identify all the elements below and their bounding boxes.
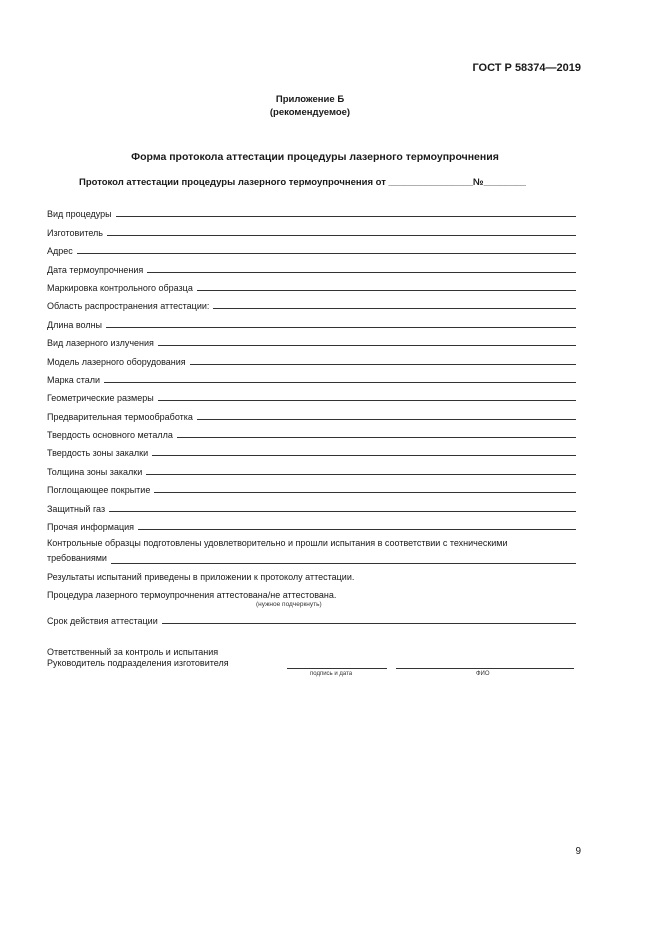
annex-title: Приложение Б xyxy=(275,94,345,105)
results-statement: Результаты испытаний приведены в приложении к протоколу аттестации. xyxy=(47,572,355,582)
form-fields xyxy=(47,201,576,532)
field-row xyxy=(47,367,576,385)
responsible-line: Ответственный за контроль и испытания xyxy=(47,647,219,657)
requirements-blank[interactable] xyxy=(111,562,576,564)
field-row xyxy=(47,275,576,293)
field-label: Маркировка контрольного образца xyxy=(47,282,193,293)
field-blank[interactable] xyxy=(197,289,576,291)
field-blank[interactable] xyxy=(190,363,576,365)
field-label: Твердость зоны закалки xyxy=(47,448,149,459)
field-label: Изготовитель xyxy=(47,227,103,238)
field-label: Длина волны xyxy=(47,319,103,330)
field-row xyxy=(47,330,576,348)
requirements-row xyxy=(47,551,576,566)
field-row xyxy=(47,219,576,237)
field-blank[interactable] xyxy=(109,510,576,512)
field-label: Прочая информация xyxy=(47,522,135,533)
field-blank[interactable] xyxy=(158,399,576,401)
field-row xyxy=(47,385,576,403)
requirements-label: требованиями xyxy=(47,553,107,563)
annex-subtitle: (рекомендуемое) xyxy=(269,107,351,118)
field-row xyxy=(47,238,576,256)
annex-heading xyxy=(0,93,620,119)
standard-number: ГОСТ Р 58374—2019 xyxy=(472,62,581,74)
signature-date-caption: подпись и дата xyxy=(310,671,353,677)
field-row xyxy=(47,422,576,440)
head-line: Руководитель подразделения изготовителя xyxy=(47,658,229,668)
page-number: 9 xyxy=(575,846,581,857)
field-label: Твердость основного металла xyxy=(47,430,173,441)
field-blank[interactable] xyxy=(158,344,576,346)
validity-blank[interactable] xyxy=(162,622,576,624)
field-row xyxy=(47,495,576,513)
validity-row xyxy=(47,616,576,626)
field-row xyxy=(47,477,576,495)
validity-label: Срок действия аттестации xyxy=(47,616,158,626)
field-blank[interactable] xyxy=(146,473,576,475)
field-label: Марка стали xyxy=(47,374,101,385)
protocol-line: Протокол аттестации процедуры лазерного термоупрочнения от ________________№________ xyxy=(79,177,526,188)
field-blank[interactable] xyxy=(77,252,576,254)
field-row xyxy=(47,403,576,421)
procedure-hint: (нужное подчеркнуть) xyxy=(256,601,322,608)
field-blank[interactable] xyxy=(154,491,576,493)
field-row xyxy=(47,311,576,329)
field-label: Защитный газ xyxy=(47,503,106,514)
field-blank[interactable] xyxy=(107,234,576,236)
field-blank[interactable] xyxy=(106,326,576,328)
field-row xyxy=(47,256,576,274)
field-label: Поглощающее покрытие xyxy=(47,485,151,496)
field-blank[interactable] xyxy=(138,528,576,530)
full-name-caption: ФИО xyxy=(476,671,490,677)
field-row xyxy=(47,293,576,311)
field-row xyxy=(47,201,576,219)
field-label: Область распространения аттестации: xyxy=(47,301,210,312)
field-blank[interactable] xyxy=(116,215,576,217)
field-blank[interactable] xyxy=(104,381,576,383)
field-blank[interactable] xyxy=(177,436,576,438)
field-label: Вид процедуры xyxy=(47,209,112,220)
field-blank[interactable] xyxy=(213,307,576,309)
signature-date-blank[interactable] xyxy=(287,668,387,669)
field-label: Вид лазерного излучения xyxy=(47,338,154,349)
full-name-blank[interactable] xyxy=(396,668,574,669)
form-title: Форма протокола аттестации процедуры лазерного термоупрочнения xyxy=(131,151,499,163)
field-row xyxy=(47,458,576,476)
field-blank[interactable] xyxy=(152,454,576,456)
field-label: Предварительная термообработка xyxy=(47,411,193,422)
field-label: Адрес xyxy=(47,246,73,257)
field-label: Дата термоупрочнения xyxy=(47,264,144,275)
procedure-statement: Процедура лазерного термоупрочнения аттестована/не аттестована. xyxy=(47,590,337,600)
field-row xyxy=(47,514,576,532)
samples-statement xyxy=(47,536,576,566)
responsible-block xyxy=(47,647,576,669)
field-label: Модель лазерного оборудования xyxy=(47,356,186,367)
samples-line: Контрольные образцы подготовлены удовлетворительно и прошли испытания в соответствии с техническими xyxy=(47,538,508,548)
field-label: Геометрические размеры xyxy=(47,393,154,404)
field-blank[interactable] xyxy=(197,418,576,420)
field-row xyxy=(47,440,576,458)
field-blank[interactable] xyxy=(147,271,576,273)
field-row xyxy=(47,348,576,366)
field-label: Толщина зоны закалки xyxy=(47,466,143,477)
